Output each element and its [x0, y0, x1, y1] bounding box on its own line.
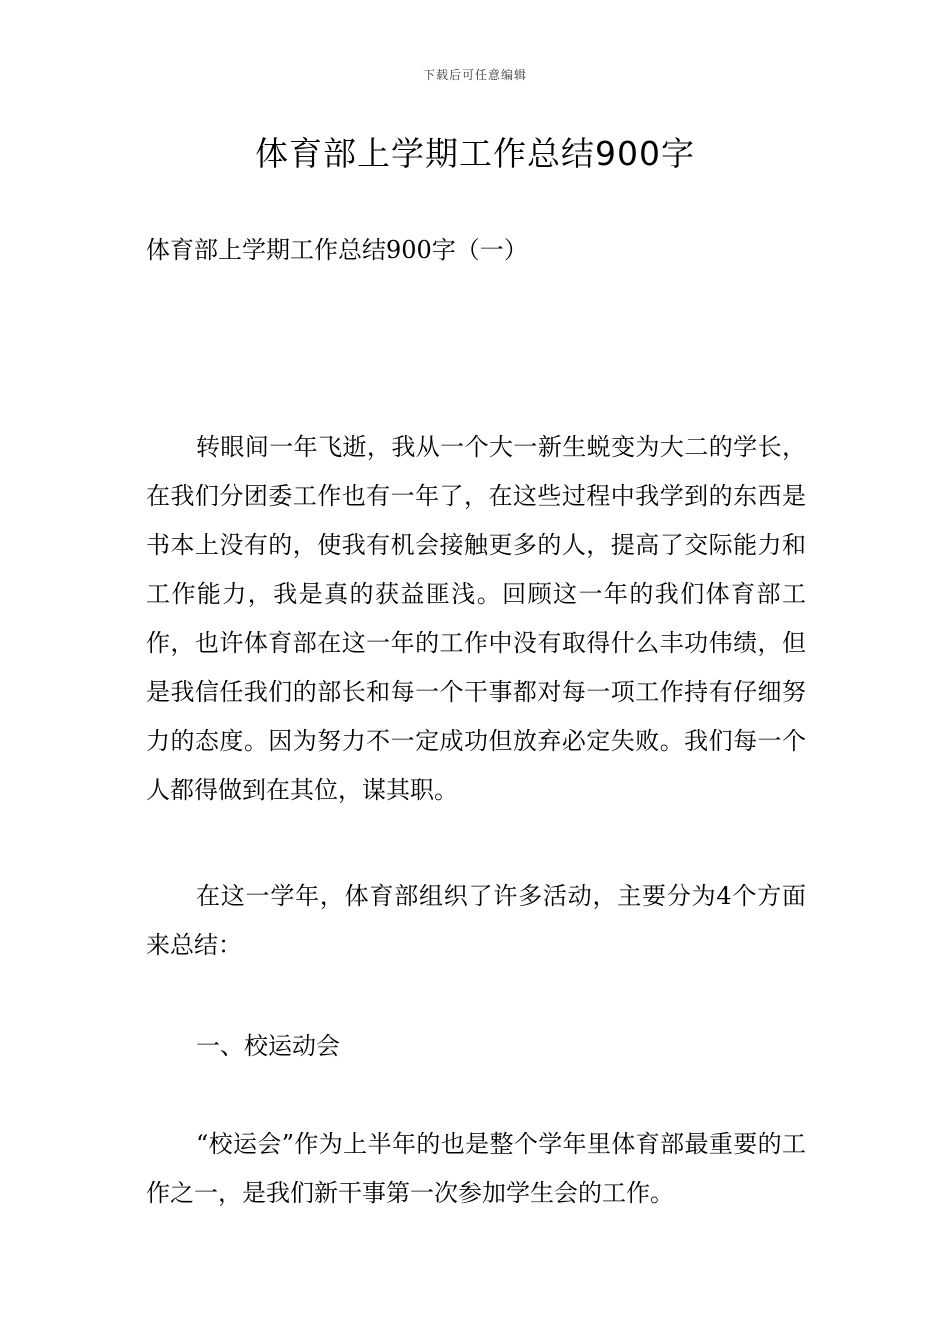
paragraph-sports-meet: “校运会”作为上半年的也是整个学年里体育部最重要的工作之一，是我们新干事第一次参加学生会的工作。 — [146, 1130, 806, 1207]
paragraph-intro: 转眼间一年飞逝，我从一个大一新生蜕变为大二的学长，在我们分团委工作也有一年了，在这些过程中我学到的东西是书本上没有的，使我有机会接触更多的人，提高了交际能力和工作能力，我是真的获益匪浅。回顾这一年的我们体育部工作，也许体育部在这一年的工作中没有取得什么丰功伟绩，但是我信任我们的部长和每一个干事都对每一项工作持有仔细努力的态度。因为努力不一定成功但放弃必定失败。我们每一个人都得做到在其位，谋其职。 — [146, 433, 806, 804]
header-note: 下载后可任意编辑 — [422, 68, 527, 82]
section-heading: 体育部上学期工作总结900字（一） — [146, 236, 528, 264]
paragraph-overview: 在这一学年，体育部组织了许多活动，主要分为4个方面来总结： — [146, 882, 806, 959]
document-title: 体育部上学期工作总结900字 — [255, 134, 695, 173]
subheading-sports-meet: 一、校运动会 — [196, 1032, 340, 1060]
